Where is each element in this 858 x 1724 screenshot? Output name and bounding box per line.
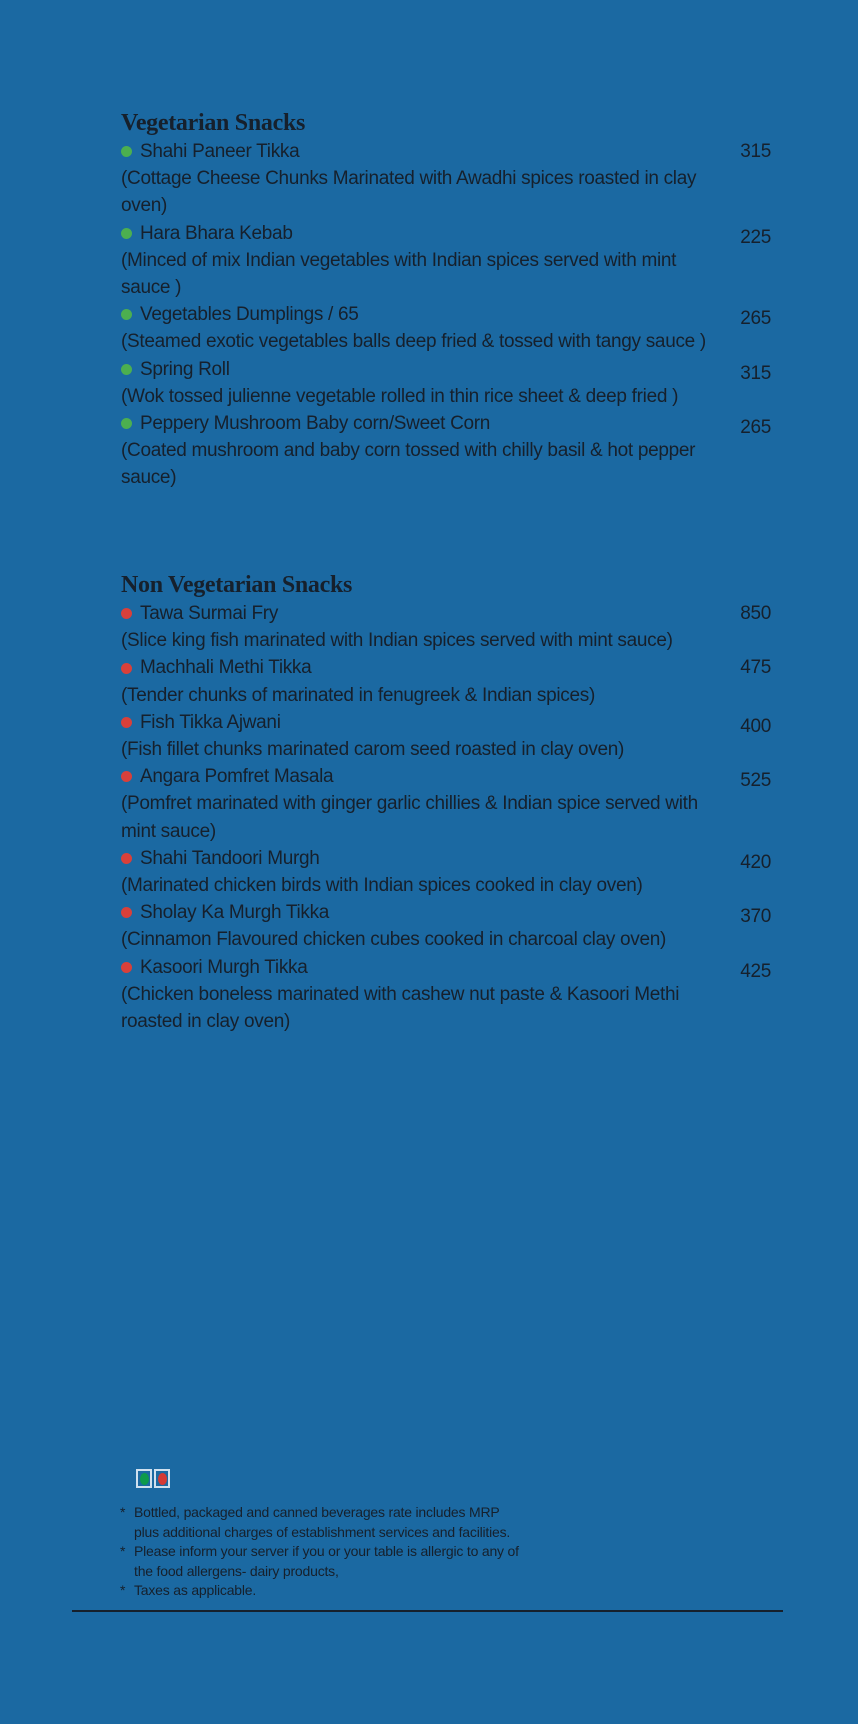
footnote: * Bottled, packaged and canned beverages rate includes MRP plus additional charges of establishment services and facilities. <box>120 1504 511 1540</box>
item-description: (Steamed exotic vegetables balls deep fried & tossed with tangy sauce ) <box>121 331 706 353</box>
item-name: Tawa Surmai Fry <box>140 603 279 624</box>
menu-item <box>121 410 771 492</box>
item-description: (Cinnamon Flavoured chicken cubes cooked in charcoal clay oven) <box>121 929 667 951</box>
item-price: 265 <box>740 417 771 439</box>
menu-item <box>121 899 771 953</box>
nonveg-indicator-icon <box>121 608 132 619</box>
menu-item <box>121 356 771 410</box>
item-list <box>121 138 771 492</box>
item-price: 315 <box>740 362 771 384</box>
item-price: 475 <box>740 657 771 679</box>
nonveg-indicator-icon <box>121 663 132 674</box>
menu-item <box>121 600 771 654</box>
item-description: (Marinated chicken birds with Indian spices cooked in clay oven) <box>121 875 643 897</box>
item-list <box>121 600 771 1035</box>
section-title: Vegetarian Snacks <box>121 110 306 136</box>
item-description: (Slice king fish marinated with Indian spices served with mint sauce) <box>121 630 673 652</box>
item-description: (Pomfret marinated with ginger garlic chillies & Indian spice served with mint sauce) <box>121 793 698 842</box>
menu-item <box>121 763 771 845</box>
item-name: Vegetables Dumplings / 65 <box>140 304 359 326</box>
menu-item <box>121 845 771 899</box>
menu-item <box>121 709 771 763</box>
item-description: (Chicken boneless marinated with cashew nut paste & Kasoori Methi roasted in clay oven) <box>121 983 680 1033</box>
item-name: Machhali Methi Tikka <box>140 657 312 679</box>
item-description: (Cottage Cheese Chunks Marinated with Awadhi spices roasted in clay oven) <box>121 168 697 217</box>
nonveg-indicator-icon <box>121 853 132 864</box>
item-price: 425 <box>740 960 771 982</box>
veg-nonveg-legend <box>136 1469 170 1488</box>
item-description: (Fish fillet chunks marinated carom seed roasted in clay oven) <box>121 739 625 761</box>
veg-indicator-icon <box>121 228 132 239</box>
item-price: 400 <box>740 715 771 737</box>
footnotes <box>120 1503 534 1601</box>
item-description: (Tender chunks of marinated in fenugreek & Indian spices) <box>121 684 596 706</box>
item-description: (Coated mushroom and baby corn tossed with chilly basil & hot pepper sauce) <box>121 440 696 489</box>
veg-indicator-icon <box>121 364 132 375</box>
item-name: Spring Roll <box>140 358 230 380</box>
veg-indicator-icon <box>121 146 132 157</box>
item-price: 370 <box>740 906 771 928</box>
menu-item <box>121 220 771 302</box>
item-price: 225 <box>740 226 771 248</box>
nonveg-indicator-icon <box>121 907 132 918</box>
item-price: 420 <box>740 851 771 873</box>
veg-indicator-icon <box>121 418 132 429</box>
footer-divider <box>72 1610 783 1612</box>
menu-item <box>121 138 771 220</box>
footnote: * Taxes as applicable. <box>120 1582 257 1598</box>
veg-symbol-icon <box>136 1469 152 1488</box>
footnote: * Please inform your server if you or your table is allergic to any of the food allergens- dairy products, <box>120 1543 519 1579</box>
item-name: Fish Tikka Ajwani <box>140 711 281 733</box>
item-price: 525 <box>740 770 771 792</box>
item-name: Kasoori Murgh Tikka <box>140 956 308 978</box>
item-description: (Wok tossed julienne vegetable rolled in thin rice sheet & deep fried ) <box>121 385 679 407</box>
item-name: Angara Pomfret Masala <box>140 766 334 788</box>
veg-indicator-icon <box>121 309 132 320</box>
section-title: Non Vegetarian Snacks <box>121 572 353 598</box>
item-price: 265 <box>740 308 771 330</box>
menu-item <box>121 954 771 1036</box>
item-price: 850 <box>740 603 771 624</box>
item-name: Peppery Mushroom Baby corn/Sweet Corn <box>140 413 491 435</box>
item-description: (Minced of mix Indian vegetables with Indian spices served with mint sauce ) <box>121 249 677 299</box>
nonveg-indicator-icon <box>121 771 132 782</box>
item-name: Hara Bhara Kebab <box>140 222 293 244</box>
vegetarian-snacks-section <box>121 108 771 492</box>
item-name: Shahi Tandoori Murgh <box>140 847 320 869</box>
menu-item <box>121 301 771 355</box>
item-name: Sholay Ka Murgh Tikka <box>140 902 330 924</box>
menu-item <box>121 654 771 708</box>
nonveg-indicator-icon <box>121 717 132 728</box>
item-price: 315 <box>740 141 771 162</box>
item-name: Shahi Paneer Tikka <box>140 141 300 162</box>
nonveg-symbol-icon <box>154 1469 170 1488</box>
non-vegetarian-snacks-section <box>121 570 771 1035</box>
nonveg-indicator-icon <box>121 962 132 973</box>
